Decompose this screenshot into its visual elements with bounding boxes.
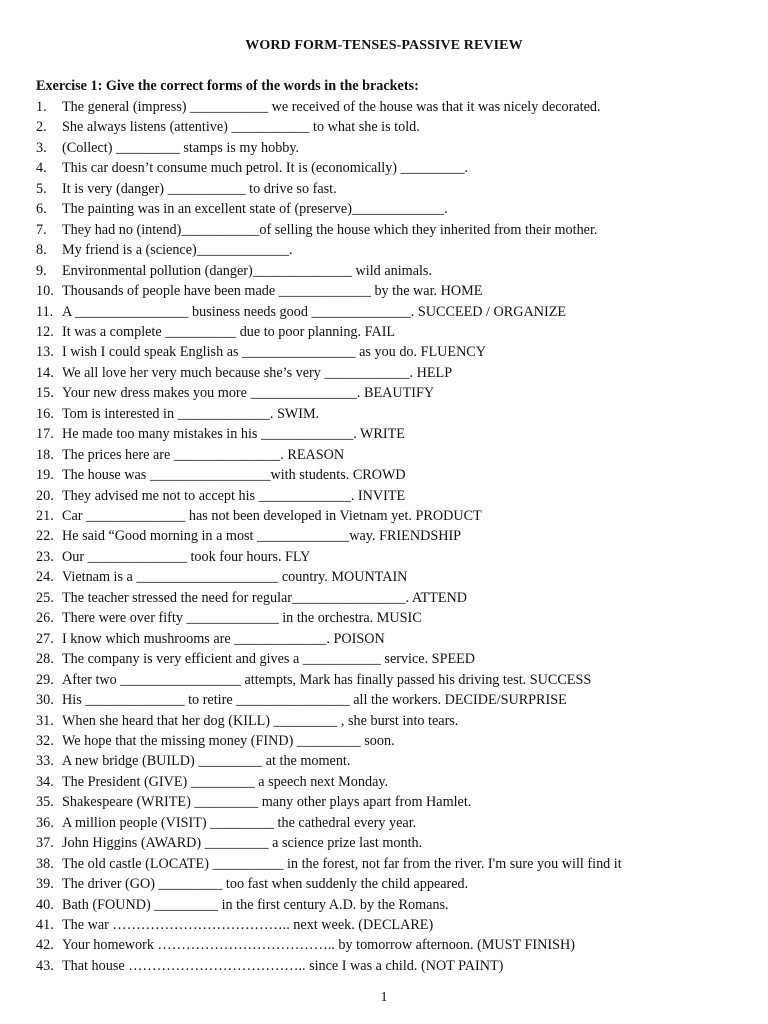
document-title: WORD FORM-TENSES-PASSIVE REVIEW <box>245 38 523 53</box>
exercise-item-number: 15. <box>36 385 54 402</box>
exercise-item <box>0 854 768 874</box>
exercise-item-text: The old castle (LOCATE) __________ in the forest, not far from the river. I'm sure you will find it <box>62 855 622 872</box>
exercise-item-text: Our ______________ took four hours. FLY <box>62 548 311 565</box>
exercise-item-number: 30. <box>36 692 54 709</box>
exercise-item-text: Environmental pollution (danger)______________ wild animals. <box>62 262 432 279</box>
exercise-item <box>0 240 768 260</box>
exercise-item <box>0 956 768 976</box>
exercise-item <box>0 404 768 424</box>
exercise-item-text: The prices here are _______________. REASON <box>62 446 345 463</box>
exercise-item-text: Your homework ……………………………….. by tomorrow afternoon. (MUST FINISH) <box>62 937 575 954</box>
exercise-item <box>0 547 768 567</box>
exercise-item <box>0 117 768 137</box>
exercise-item-number: 17. <box>36 426 54 443</box>
exercise-item-text: Your new dress makes you more _______________. BEAUTIFY <box>62 385 435 402</box>
exercise-item <box>0 874 768 894</box>
exercise-item-text: She always listens (attentive) ___________ to what she is told. <box>62 119 420 136</box>
exercise-item-number: 16. <box>36 405 54 422</box>
exercise-item-text: I know which mushrooms are _____________. POISON <box>62 630 385 647</box>
exercise-item-text: The war ……………………………….. next week. (DECLARE) <box>62 917 434 933</box>
exercise-item-number: 20. <box>36 487 54 504</box>
exercise-item <box>0 383 768 403</box>
exercise-item-number: 13. <box>36 344 54 361</box>
exercise-item-number: 31. <box>36 712 54 729</box>
exercise-item-number: 19. <box>36 467 54 484</box>
exercise-item <box>0 731 768 751</box>
exercise-item <box>0 199 768 219</box>
exercise-item <box>0 833 768 853</box>
exercise-item <box>0 629 768 649</box>
exercise-item-number: 1. <box>36 99 47 115</box>
exercise-item-text: It was a complete __________ due to poor planning. FAIL <box>62 323 396 340</box>
exercise-item <box>0 465 768 485</box>
exercise-item-text: His ______________ to retire ________________ all the workers. DECIDE/SURPRISE <box>62 692 567 709</box>
exercise-item <box>0 567 768 587</box>
exercise-item <box>0 363 768 383</box>
exercise-item-text: Tom is interested in _____________. SWIM. <box>62 405 320 422</box>
exercise-item <box>0 588 768 608</box>
exercise-item-number: 27. <box>36 630 54 647</box>
exercise-item-text: The driver (GO) _________ too fast when suddenly the child appeared. <box>62 876 469 893</box>
exercise-item <box>0 158 768 178</box>
exercise-item <box>0 322 768 342</box>
exercise-item <box>0 711 768 731</box>
exercise-item-number: 24. <box>36 569 54 586</box>
exercise-item <box>0 772 768 792</box>
exercise-item-text: Car ______________ has not been developed in Vietnam yet. PRODUCT <box>62 508 482 524</box>
exercise-item-number: 40. <box>36 896 54 913</box>
exercise-item-text: The house was _________________with students. CROWD <box>62 467 406 484</box>
exercise-item-number: 11. <box>36 303 54 320</box>
exercise-item-number: 6. <box>36 201 47 218</box>
exercise-instruction: Exercise 1: Give the correct forms of the words in the brackets: <box>36 78 419 94</box>
exercise-item-text: After two _________________ attempts, Mark has finally passed his driving test. SUCCESS <box>62 671 592 688</box>
exercise-item-text: Vietnam is a ____________________ country. MOUNTAIN <box>62 569 408 586</box>
exercise-item-text: Thousands of people have been made _____________ by the war. HOME <box>62 283 483 300</box>
page-number: 1 <box>380 990 388 1005</box>
exercise-item-number: 3. <box>36 139 47 156</box>
exercise-item-number: 18. <box>36 446 54 463</box>
exercise-item-number: 21. <box>36 508 54 524</box>
exercise-item-number: 43. <box>36 957 54 974</box>
exercise-item <box>0 751 768 771</box>
exercise-item <box>0 261 768 281</box>
exercise-item <box>0 935 768 955</box>
exercise-item-number: 7. <box>36 221 47 238</box>
exercise-item-text: He said “Good morning in a most _____________way. FRIENDSHIP <box>62 528 462 545</box>
exercise-item-text: John Higgins (AWARD) _________ a science prize last month. <box>62 835 423 852</box>
exercise-item <box>0 138 768 158</box>
exercise-item-number: 25. <box>36 589 54 606</box>
exercise-item-number: 22. <box>36 528 54 545</box>
exercise-item-number: 39. <box>36 876 54 893</box>
exercise-item-text: Bath (FOUND) _________ in the first century A.D. by the Romans. <box>62 896 449 913</box>
exercise-item-text: The general (impress) ___________ we received of the house was that it was nicely decorated. <box>62 99 601 115</box>
exercise-item-text: The teacher stressed the need for regular________________. ATTEND <box>62 589 468 606</box>
exercise-item <box>0 506 768 526</box>
exercise-item-number: 35. <box>36 794 54 811</box>
exercise-item-number: 23. <box>36 548 54 565</box>
exercise-item-text: When she heard that her dog (KILL) _________ , she burst into tears. <box>62 712 459 729</box>
exercise-item <box>0 895 768 915</box>
exercise-item <box>0 813 768 833</box>
exercise-item-text: He made too many mistakes in his _____________. WRITE <box>62 426 405 443</box>
exercise-item-text: (Collect) _________ stamps is my hobby. <box>62 139 300 156</box>
exercise-item <box>0 608 768 628</box>
exercise-item <box>0 792 768 812</box>
exercise-item-number: 37. <box>36 835 54 852</box>
exercise-item-number: 14. <box>36 364 54 381</box>
exercise-item-text: They had no (intend)___________of selling the house which they inherited from their mother. <box>62 221 598 238</box>
exercise-item-number: 28. <box>36 651 54 668</box>
exercise-item-number: 33. <box>36 753 54 770</box>
exercise-item-number: 10. <box>36 283 54 300</box>
exercise-item-number: 12. <box>36 323 54 340</box>
exercise-item <box>0 690 768 710</box>
exercise-item-text: That house ……………………………….. since I was a child. (NOT PAINT) <box>62 957 504 974</box>
exercise-item <box>0 649 768 669</box>
exercise-item-text: A million people (VISIT) _________ the cathedral every year. <box>62 814 417 831</box>
exercise-item-number: 4. <box>36 160 47 177</box>
exercise-item <box>0 342 768 362</box>
exercise-item <box>0 97 768 117</box>
exercise-item-text: This car doesn’t consume much petrol. It is (economically) _________. <box>62 160 468 177</box>
exercise-item <box>0 445 768 465</box>
exercise-item <box>0 424 768 444</box>
exercise-item-text: The President (GIVE) _________ a speech next Monday. <box>62 773 389 790</box>
exercise-item-text: The company is very efficient and gives a ___________ service. SPEED <box>62 651 476 668</box>
exercise-item-number: 2. <box>36 119 47 136</box>
exercise-item <box>0 179 768 199</box>
exercise-item-number: 9. <box>36 262 47 279</box>
exercise-item-number: 5. <box>36 180 47 197</box>
exercise-item-text: It is very (danger) ___________ to drive so fast. <box>62 180 337 197</box>
exercise-item-text: They advised me not to accept his _____________. INVITE <box>62 487 406 504</box>
exercise-item <box>0 281 768 301</box>
exercise-item-text: We hope that the missing money (FIND) _________ soon. <box>62 732 395 749</box>
exercise-item-number: 38. <box>36 855 54 872</box>
exercise-item-number: 34. <box>36 773 54 790</box>
exercise-item-text: Shakespeare (WRITE) _________ many other plays apart from Hamlet. <box>62 794 472 811</box>
exercise-item-text: A ________________ business needs good ______________. SUCCEED / ORGANIZE <box>62 303 567 320</box>
exercise-item-text: We all love her very much because she’s very ____________. HELP <box>62 364 453 381</box>
exercise-item-text: My friend is a (science)_____________. <box>62 242 293 259</box>
exercise-item-number: 8. <box>36 242 47 259</box>
exercise-item-number: 36. <box>36 814 54 831</box>
exercise-item-number: 29. <box>36 671 54 688</box>
exercise-item <box>0 670 768 690</box>
exercise-item-text: There were over fifty _____________ in the orchestra. MUSIC <box>62 610 422 627</box>
exercise-item <box>0 526 768 546</box>
exercise-item <box>0 220 768 240</box>
exercise-item <box>0 302 768 322</box>
exercise-item-number: 26. <box>36 610 54 627</box>
exercise-item-number: 41. <box>36 917 54 933</box>
exercise-item-text: A new bridge (BUILD) _________ at the moment. <box>62 753 351 770</box>
exercise-item-number: 42. <box>36 937 54 954</box>
exercise-item <box>0 486 768 506</box>
exercise-item-text: I wish I could speak English as ________________ as you do. FLUENCY <box>62 344 487 361</box>
exercise-item-number: 32. <box>36 732 54 749</box>
exercise-item-text: The painting was in an excellent state of (preserve)_____________. <box>62 201 448 218</box>
exercise-item <box>0 915 768 935</box>
